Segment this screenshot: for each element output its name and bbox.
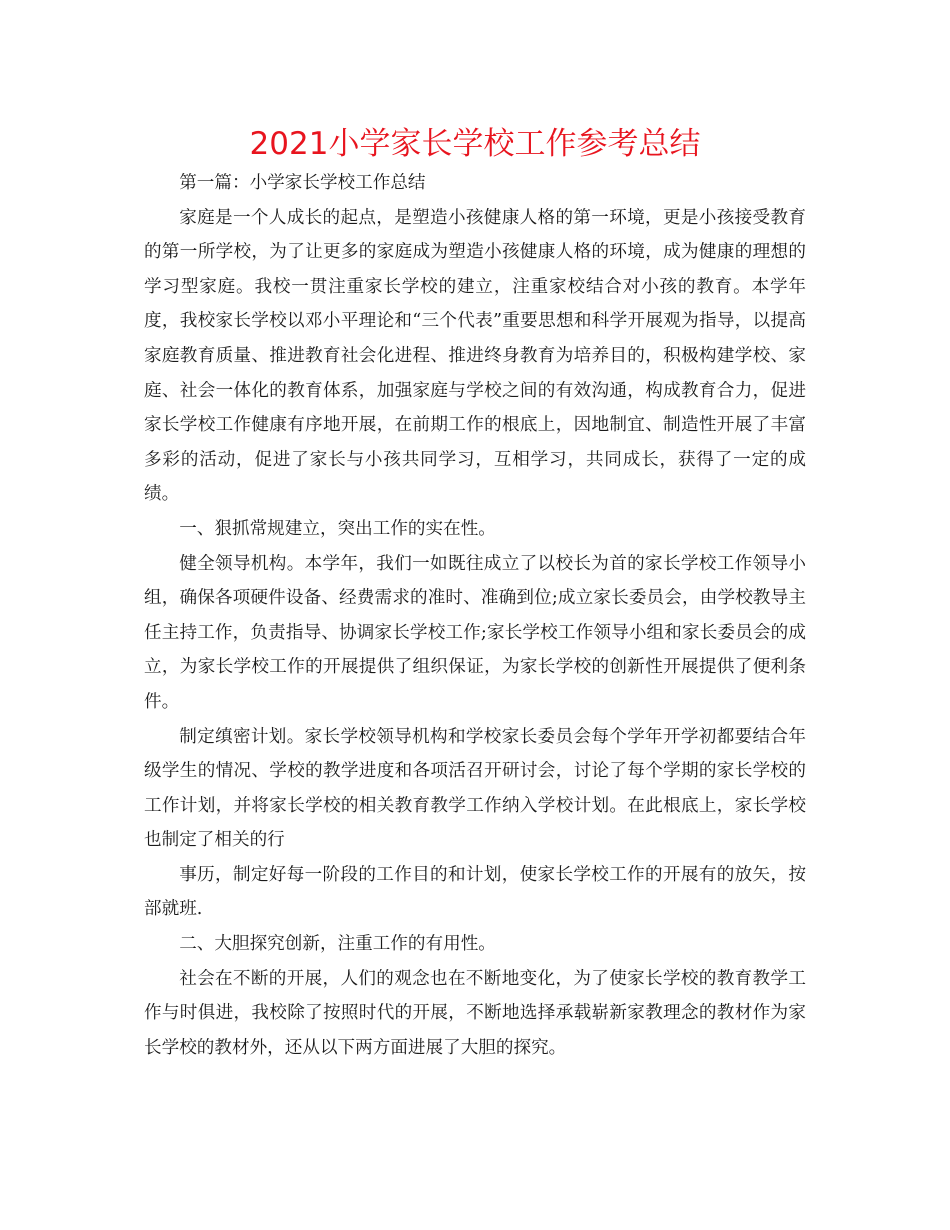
paragraph: 健全领导机构。本学年，我们一如既往成立了以校长为首的家长学校工作领导小组，确保各项硬件设备、经费需求的准时、准确到位;成立家长委员会，由学校教导主任主持工作，负责指导、协调家长学校工作;家长学校工作领导小组和家长委员会的成立，为家长学校工作的开展提供了组织保证，为家长学校的创新性开展提供了便利条件。 [144,553,806,712]
paragraph: 社会在不断的开展，人们的观念也在不断地变化，为了使家长学校的教育教学工作与时俱进，我校除了按照时代的开展，不断地选择承载崭新家教理念的教材作为家长学校的教材外，还从以下两方面进展了大胆的探究。 [144,968,806,1058]
paragraph-subtitle: 第一篇：小学家长学校工作总结 [179,173,426,193]
section-heading: 二、大胆探究创新，注重工作的有用性。 [179,934,496,955]
paragraph: 事历，制定好每一阶段的工作目的和计划，使家长学校工作的开展有的放矢，按部就班. [144,864,806,920]
section-heading: 一、狠抓常规建立，突出工作的实在性。 [179,518,496,539]
document-title: 2021小学家长学校工作参考总结 [249,126,701,162]
paragraph: 家庭是一个人成长的起点，是塑造小孩健康人格的第一环境，更是小孩接受教育的第一所学校，为了让更多的家庭成为塑造小孩健康人格的环境，成为健康的理想的学习型家庭。我校一贯注重家长学校的建立，注重家校结合对小孩的教育。本学年度，我校家长学校以邓小平理论和“三个代表”重要思想和科学开展观为指导，以提高家庭教育质量、推进教育社会化进程、推进终身教育为培养目的，积极构建学校、家庭、社会一体化的教育体系，加强家庭与学校之间的有效沟通，构成教育合力，促进家长学校工作健康有序地开展，在前期工作的根底上，因地制宜、制造性开展了丰富多彩的活动，促进了家长与小孩共同学习，互相学习，共同成长，获得了一定的成绩。 [144,207,806,505]
document-body [144,166,806,1065]
paragraph: 制定缜密计划。家长学校领导机构和学校家长委员会每个学年开学初都要结合年级学生的情况、学校的教学进度和各项活召开研讨会，讨论了每个学期的家长学校的工作计划，并将家长学校的相关教育教学工作纳入学校计划。在此根底上，家长学校也制定了相关的行 [144,726,806,851]
